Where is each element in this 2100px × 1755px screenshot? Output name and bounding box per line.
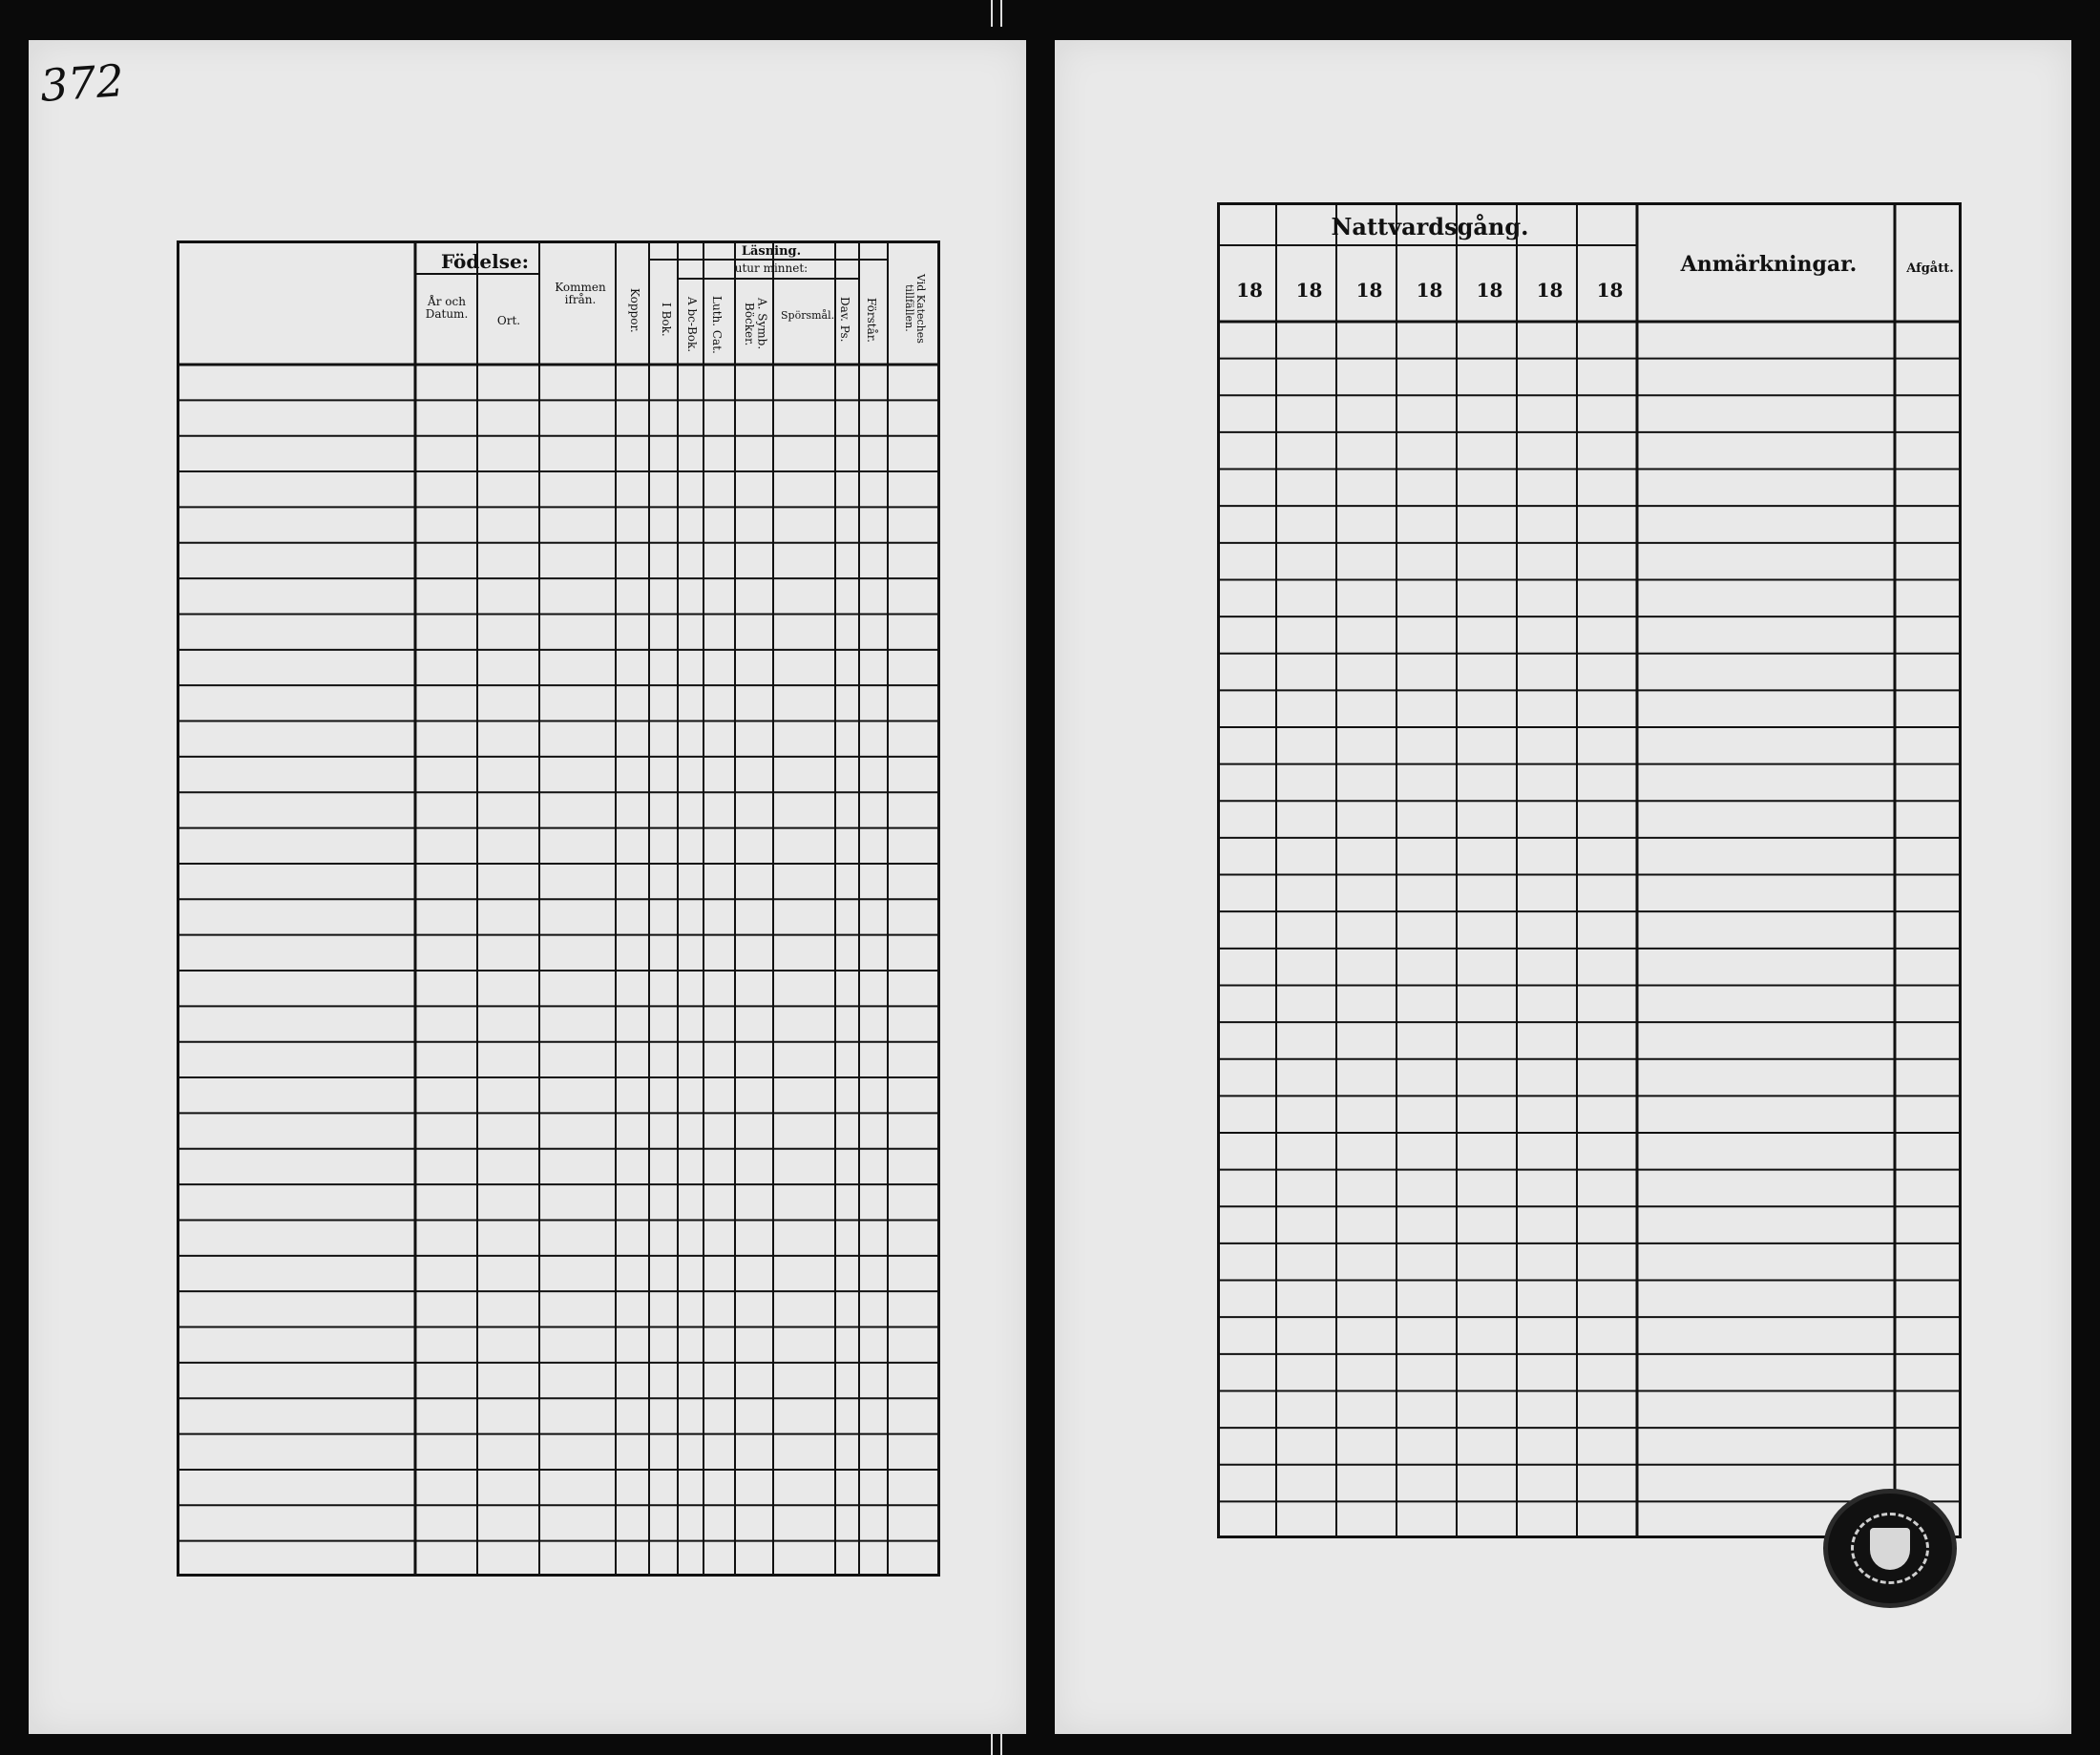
header-anmarkningar: Anmärkningar.: [1680, 252, 1858, 277]
year-cell-4: 18: [1416, 279, 1443, 302]
header-abc-bok: A bc-Bok.: [685, 296, 700, 353]
year-cell-3: 18: [1355, 279, 1383, 302]
year-cell-7: 18: [1596, 279, 1624, 302]
header-koppor: Koppor.: [628, 287, 642, 333]
header-i-bok: I Bok.: [660, 303, 674, 337]
binding-spine-top: [991, 0, 1002, 27]
year-cell-1: 18: [1236, 279, 1263, 302]
header-kommen-ifran: Kommen ifrån.: [555, 281, 606, 307]
header-ort: Ort.: [496, 314, 521, 327]
left-page: [29, 40, 1026, 1734]
header-forstar: Förstår.: [865, 297, 879, 343]
header-fodelse: Födelse:: [440, 250, 530, 273]
header-ar-datum: År och Datum.: [425, 295, 469, 322]
year-cell-6: 18: [1536, 279, 1564, 302]
header-sporsmal: Spörsmål.: [781, 309, 835, 322]
header-afgatt: Afgått.: [1906, 261, 1954, 276]
header-utur-minnet: utur minnet:: [734, 261, 808, 275]
right-page: [1055, 40, 2071, 1734]
header-luth-cat: Luth. Cat.: [710, 295, 724, 354]
right-grid-lines: [1217, 202, 1962, 1538]
left-grid-lines: [177, 240, 940, 1577]
header-vid-kateches: Vid Kateches tillfällen.: [903, 273, 928, 344]
year-cell-2: 18: [1295, 279, 1323, 302]
page-number: 372: [38, 54, 126, 112]
header-symb-bocker: A. Symb. Böcker.: [743, 298, 769, 350]
header-lasning: Läsning.: [741, 244, 802, 259]
header-nattvardsgang: Nattvardsgång.: [1331, 213, 1529, 240]
header-dav-ps: Dav. Ps.: [838, 297, 852, 343]
archive-seal-stamp: [1828, 1494, 1952, 1603]
seal-shield-icon: [1870, 1528, 1910, 1570]
year-cell-5: 18: [1476, 279, 1503, 302]
